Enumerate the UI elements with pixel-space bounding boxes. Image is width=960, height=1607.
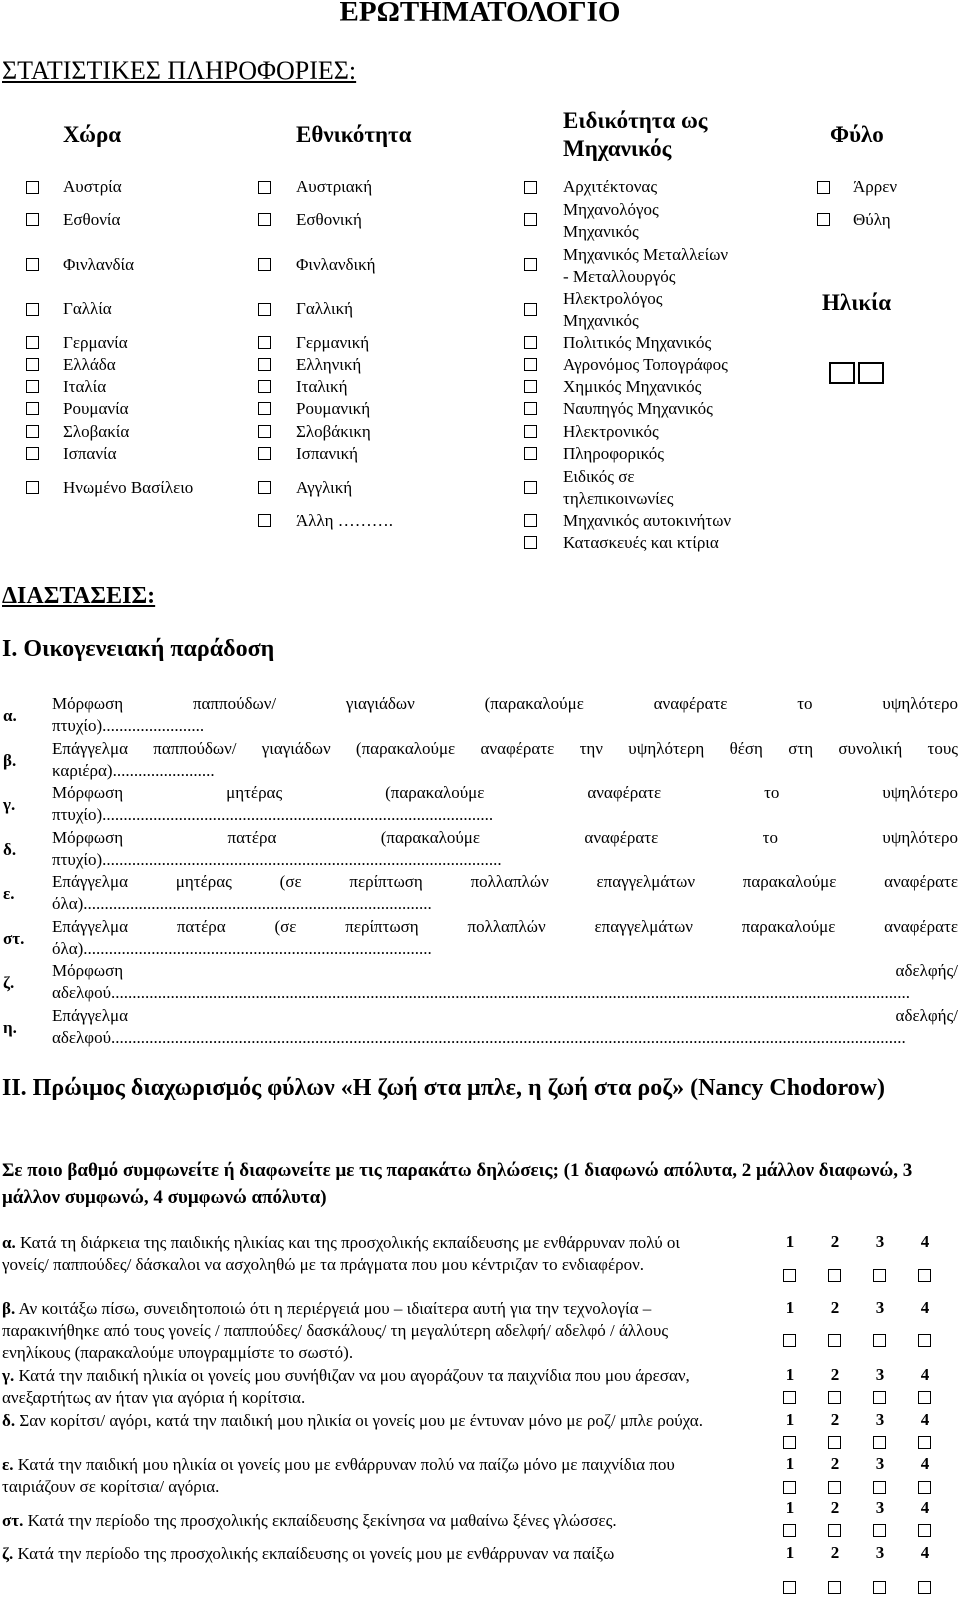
statement-text: Κατά την περίοδο της προσχολικής εκπαίδευσης οι γονείς μου με ενθάρρυναν να παίξω [17,1544,615,1563]
country-label: Ελλάδα [63,355,116,374]
rating-checkbox[interactable] [783,1269,796,1282]
scale-number: 2 [830,1543,840,1562]
country-checkbox[interactable] [26,402,39,415]
rating-checkbox[interactable] [918,1524,931,1537]
item-text: Μόρφωση πατέρα (παρακαλούμε αναφέρατε το υψηλότερο [52,828,958,847]
nationality-checkbox[interactable] [258,380,271,393]
age-digit-box-2[interactable] [858,362,884,384]
nationality-label: Αυστριακή [296,177,373,196]
rating-checkbox[interactable] [873,1481,886,1494]
statement-text: Κατά τη διάρκεια της παιδικής ηλικίας και της προσχολικής εκπαίδευσης με ενθάρρυναν πολύ οι γονείς/ παππούδες/ δάσκαλοι να ασχοληθώ με τα πράγματα που μου κέντριζαν το ενδιαφέρον. [2,1233,680,1274]
country-label: Φινλανδία [63,255,135,274]
specialty-checkbox[interactable] [524,402,537,415]
nationality-checkbox[interactable] [258,181,271,194]
specialty-label: Μηχανικός Μεταλλείων [563,245,729,264]
specialty-label: Κατασκευές και κτίρια [563,533,719,552]
item-answer-line[interactable]: πτυχίο).............................................................................................. [52,850,502,869]
country-label: Γαλλία [63,299,112,318]
scale-number: 2 [830,1498,840,1517]
rating-checkbox[interactable] [783,1436,796,1449]
scale-number: 3 [875,1543,885,1562]
item-text: Επάγγελμα παππούδων/ γιαγιάδων (παρακαλούμε αναφέρατε την υψηλότερη θέση στη συνολική τους [52,739,958,758]
country-label: Ηνωμένο Βασίλειο [63,478,194,497]
country-label: Εσθονία [63,210,121,229]
list-item [52,871,958,915]
country-label: Αυστρία [63,177,122,196]
item-letter: δ. [3,840,17,859]
rating-checkbox[interactable] [828,1436,841,1449]
specialty-checkbox[interactable] [524,536,537,549]
country-checkbox[interactable] [26,481,39,494]
rating-checkbox[interactable] [918,1391,931,1404]
rating-checkbox[interactable] [828,1524,841,1537]
column-header-gender: Φύλο [830,122,884,147]
rating-checkbox[interactable] [873,1581,886,1594]
rating-checkbox[interactable] [783,1524,796,1537]
specialty-label: Αρχιτέκτονας [563,177,658,196]
specialty-label: Ηλεκτρονικός [563,422,659,441]
section2-question: Σε ποιο βαθμό συμφωνείτε ή διαφωνείτε με τις παρακάτω δηλώσεις; (1 διαφωνώ απόλυτα, 2 μάλλον διαφωνώ, 3 μάλλον συμφωνώ, 4 συμφωνώ απόλυτα) [2,1160,913,1208]
item-letter: α. [3,706,17,725]
nationality-checkbox[interactable] [258,303,271,316]
item-text: Επάγγελμα μητέρας (σε περίπτωση πολλαπλών επαγγελμάτων παρακαλούμε αναφέρατε [52,872,958,891]
rating-checkbox[interactable] [783,1391,796,1404]
scale-number: 4 [920,1498,930,1517]
item-letter: ζ. [3,973,15,992]
rating-checkbox[interactable] [918,1581,931,1594]
list-item [52,960,958,1004]
nationality-checkbox[interactable] [258,514,271,527]
specialty-checkbox[interactable] [524,447,537,460]
statement-letter: γ. [2,1366,15,1385]
scale-number: 1 [785,1454,795,1473]
rating-checkbox[interactable] [828,1269,841,1282]
specialty-checkbox[interactable] [524,358,537,371]
rating-checkbox[interactable] [828,1481,841,1494]
rating-checkbox[interactable] [783,1481,796,1494]
list-item [2,1298,722,1364]
section1-title: I. Οικογενειακή παράδοση [2,636,275,662]
list-item [2,1365,722,1409]
statement-text: Σαν κορίτσι/ αγόρι, κατά την παιδική μου ηλικία οι γονείς μου με έντυναν μόνο με ροζ/ μπλε ρούχα. [19,1411,703,1430]
list-item [52,693,958,737]
item-answer-line[interactable]: καριέρα)........................ [52,761,215,780]
country-label: Σλοβακία [63,422,130,441]
scale-number: 3 [875,1365,885,1384]
country-checkbox[interactable] [26,181,39,194]
nationality-checkbox[interactable] [258,358,271,371]
list-item [2,1543,742,1565]
nationality-checkbox[interactable] [258,336,271,349]
item-text: Μόρφωση μητέρας (παρακαλούμε αναφέρατε το υψηλότερο [52,783,958,802]
specialty-label: Ειδικός σε [563,467,635,486]
nationality-checkbox[interactable] [258,425,271,438]
scale-number: 2 [830,1410,840,1429]
scale-number: 3 [875,1410,885,1429]
scale-number: 2 [830,1298,840,1317]
rating-checkbox[interactable] [828,1581,841,1594]
specialty-checkbox[interactable] [524,380,537,393]
statement-letter: β. [2,1299,16,1318]
nationality-label: Άλλη ………. [296,511,394,530]
specialty-checkbox[interactable] [524,336,537,349]
statement-text: Κατά την περίοδο της προσχολικής εκπαίδευσης ξεκίνησα να μαθαίνω ξένες γλώσσες. [27,1511,617,1530]
stats-heading: ΣΤΑΤΙΣΤΙΚΕΣ ΠΛΗΡΟΦΟΡΙΕΣ: [2,56,357,85]
country-label: Ισπανία [63,444,117,463]
gender-label-female: Θύλη [853,210,891,229]
scale-number: 4 [920,1454,930,1473]
rating-checkbox[interactable] [783,1581,796,1594]
country-checkbox[interactable] [26,380,39,393]
specialty-checkbox[interactable] [524,181,537,194]
item-text: Μόρφωση παππούδων/ γιαγιάδων (παρακαλούμε αναφέρατε το υψηλότερο [52,694,958,713]
item-letter: στ. [3,929,25,948]
rating-checkbox[interactable] [783,1334,796,1347]
country-checkbox[interactable] [26,213,39,226]
scale-number: 4 [920,1410,930,1429]
specialty-label: Ηλεκτρολόγος [563,289,663,308]
specialty-checkbox[interactable] [524,481,537,494]
scale-number: 2 [830,1232,840,1251]
item-text: Επάγγελμα πατέρα (σε περίπτωση πολλαπλών επαγγελμάτων παρακαλούμε αναφέρατε [52,917,958,936]
specialty-checkbox[interactable] [524,303,537,316]
country-label: Ρουμανία [63,399,129,418]
specialty-label: Πληροφορικός [563,444,665,463]
nationality-checkbox[interactable] [258,258,271,271]
scale-number: 4 [920,1232,930,1251]
rating-checkbox[interactable] [873,1269,886,1282]
gender-label-male: Άρρεν [853,177,898,196]
scale-number: 2 [830,1365,840,1384]
statement-text: Αν κοιτάξω πίσω, συνειδητοποιώ ότι η περιέργειά μου – ιδιαίτερα αυτή για την τεχνολογία – παρακινήθηκε από τους γονείς / παππούδες/ δασκάλους/ τη μεγαλύτερη αδελφή/ αδελφό / άλλους ενηλίκους (παρακαλούμε υπογραμμίστε το σωστό). [2,1299,669,1362]
statement-letter: στ. [2,1511,24,1530]
item-answer-line[interactable]: όλα).................................................................................. [52,939,432,958]
statement-text: Κατά την παιδική μου ηλικία οι γονείς μου με ενθάρρυναν πολύ να παίζω μόνο με παιχνίδια που ταιριάζουν σε κορίτσια/ αγόρια. [2,1455,675,1496]
country-checkbox[interactable] [26,258,39,271]
item-text: Επάγγελμα αδελφής/ [52,1006,958,1025]
item-answer-line[interactable]: αδελφού........................................................................................................................................................................................... [52,1028,906,1047]
scale-number: 1 [785,1543,795,1562]
age-digit-box-1[interactable] [829,362,855,384]
specialty-label: Ναυπηγός Μηχανικός [563,399,713,418]
rating-checkbox[interactable] [918,1334,931,1347]
nationality-checkbox[interactable] [258,481,271,494]
country-checkbox[interactable] [26,447,39,460]
nationality-label: Φινλανδική [296,255,376,274]
list-item [2,1454,722,1498]
specialty-label: Πολιτικός Μηχανικός [563,333,712,352]
scale-number: 1 [785,1232,795,1251]
rating-checkbox[interactable] [828,1334,841,1347]
document-title: ΕΡΩΤΗΜΑΤΟΛΟΓΙΟ [339,0,621,28]
specialty-label: Μηχανολόγος [563,200,659,219]
specialty-checkbox[interactable] [524,425,537,438]
scale-number: 1 [785,1365,795,1384]
specialty-label: Αγρονόμος Τοπογράφος [563,355,728,374]
scale-number: 4 [920,1543,930,1562]
country-checkbox[interactable] [26,303,39,316]
list-item [52,1005,958,1049]
statement-letter: α. [2,1233,16,1252]
item-letter: γ. [3,795,16,814]
nationality-label: Γαλλική [296,299,354,318]
specialty-checkbox[interactable] [524,258,537,271]
item-letter: η. [3,1018,17,1037]
item-text: Μόρφωση αδελφής/ [52,961,958,980]
country-checkbox[interactable] [26,425,39,438]
specialty-label: τηλεπικοινωνίες [563,489,674,508]
scale-number: 1 [785,1498,795,1517]
column-header-nationality: Εθνικότητα [296,122,412,147]
specialty-label: Μηχανικός [563,311,639,330]
country-checkbox[interactable] [26,336,39,349]
scale-number: 4 [920,1365,930,1384]
item-letter: ε. [3,884,15,903]
specialty-checkbox[interactable] [524,213,537,226]
gender-checkbox-female[interactable] [817,213,830,226]
nationality-label: Εσθονική [296,210,362,229]
country-label: Ιταλία [63,377,107,396]
statement-letter: ζ. [2,1544,14,1563]
list-item [52,827,958,871]
column-header-specialty-line1: Ειδικότητα ως [563,108,708,133]
nationality-label: Ρουμανική [296,399,371,418]
scale-number: 3 [875,1298,885,1317]
nationality-label: Ισπανική [296,444,359,463]
item-answer-line[interactable]: αδελφού............................................................................................................................................................................................ [52,983,911,1002]
scale-number: 3 [875,1498,885,1517]
statement-letter: ε. [2,1455,14,1474]
nationality-checkbox[interactable] [258,402,271,415]
item-letter: β. [3,751,17,770]
column-header-country: Χώρα [63,122,122,147]
gender-checkbox-male[interactable] [817,181,830,194]
statement-letter: δ. [2,1411,16,1430]
item-answer-line[interactable]: όλα).................................................................................. [52,894,432,913]
nationality-checkbox[interactable] [258,213,271,226]
specialty-checkbox[interactable] [524,514,537,527]
item-answer-line[interactable]: πτυχίο)........................ [52,716,205,735]
rating-checkbox[interactable] [873,1524,886,1537]
section2-title: II. Πρώιμος διαχωρισμός φύλων «Η ζωή στα μπλε, η ζωή στα ροζ» (Nancy Chodorow) [2,1075,885,1101]
rating-checkbox[interactable] [873,1436,886,1449]
specialty-label: Χημικός Μηχανικός [563,377,702,396]
rating-checkbox[interactable] [873,1334,886,1347]
dimensions-heading: ΔΙΑΣΤΑΣΕΙΣ: [2,583,156,609]
nationality-label: Σλοβάκικη [296,422,371,441]
rating-checkbox[interactable] [828,1391,841,1404]
statement-text: Κατά την παιδική ηλικία οι γονείς μου συνήθιζαν να μου αγοράζουν τα παιχνίδια που μου άρεσαν, ανεξαρτήτως αν ήταν για αγόρια ή κορίτσια. [2,1366,690,1407]
nationality-label: Ελληνική [296,355,362,374]
rating-checkbox[interactable] [918,1436,931,1449]
scale-number: 1 [785,1410,795,1429]
scale-number: 3 [875,1232,885,1251]
country-checkbox[interactable] [26,358,39,371]
list-item [2,1510,722,1532]
list-item [52,916,958,960]
rating-checkbox[interactable] [918,1481,931,1494]
specialty-label: - Μεταλλουργός [563,267,676,286]
list-item [2,1232,722,1276]
nationality-checkbox[interactable] [258,447,271,460]
scale-number: 1 [785,1298,795,1317]
column-header-specialty-line2: Μηχανικός [563,136,672,161]
country-label: Γερμανία [63,333,128,352]
rating-checkbox[interactable] [873,1391,886,1404]
specialty-label: Μηχανικός αυτοκινήτων [563,511,732,530]
list-item [52,738,958,782]
nationality-label: Γερμανική [296,333,370,352]
nationality-label: Ιταλική [296,377,348,396]
list-item [52,782,958,826]
specialty-label: Μηχανικός [563,222,639,241]
rating-checkbox[interactable] [918,1269,931,1282]
column-header-age: Ηλικία [822,290,892,315]
scale-number: 2 [830,1454,840,1473]
scale-number: 3 [875,1454,885,1473]
list-item [2,1410,722,1432]
item-answer-line[interactable]: πτυχίο)............................................................................................ [52,805,494,824]
nationality-label: Αγγλική [296,478,353,497]
scale-number: 4 [920,1298,930,1317]
